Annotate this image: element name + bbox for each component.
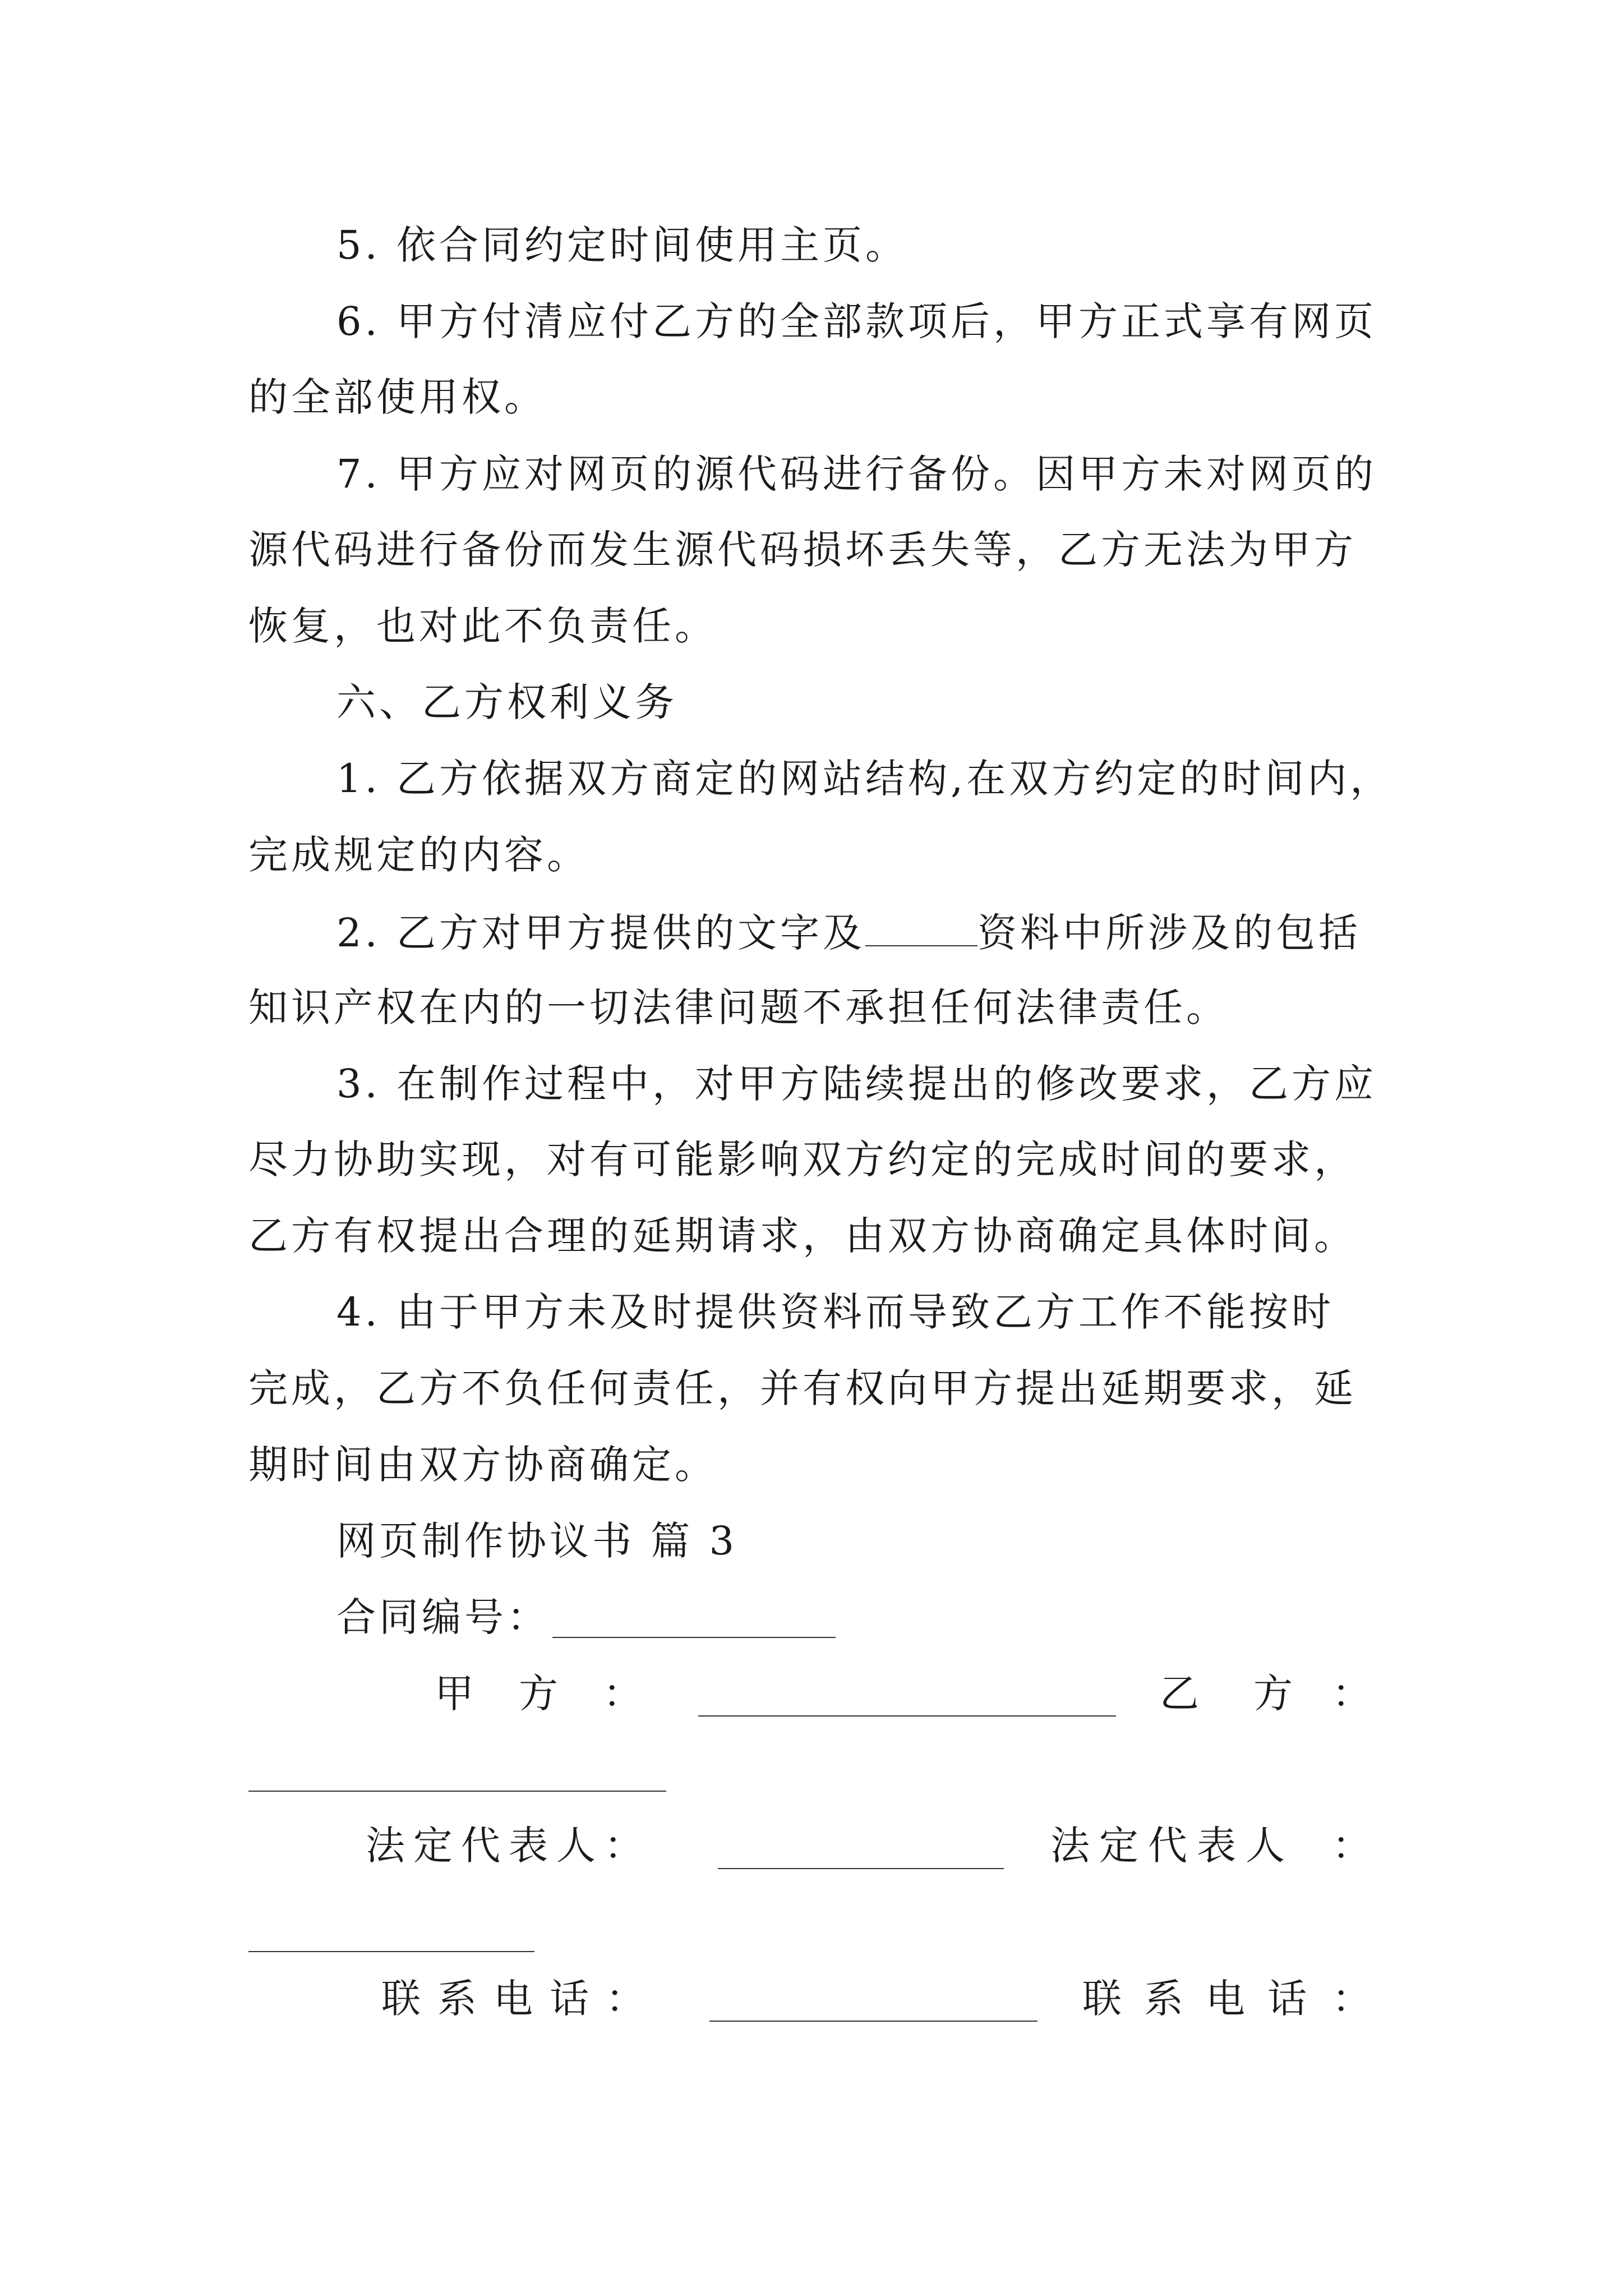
obligation-3-line-3: 乙方有权提出合理的延期请求，由双方协商确定具体时间。 <box>248 1213 1357 1259</box>
phone-a-char-4: 话 <box>550 1976 589 2022</box>
phone-b-char-2: 系 <box>1144 1976 1183 2022</box>
party-a-colon: ： <box>603 1671 642 1717</box>
legal-rep-a-char-5: 人 <box>556 1823 596 1869</box>
contract-number-line <box>336 1592 550 1642</box>
party-b-char-1: 乙 <box>1160 1671 1199 1717</box>
clause-6-line-1: 6. 甲方付清应付乙方的全部款项后，甲方正式享有网页 <box>336 298 1377 344</box>
legal-rep-a-colon: ： <box>604 1823 643 1869</box>
legal-rep-a-char-1: 法 <box>366 1823 405 1869</box>
party-b-colon: ： <box>1332 1671 1371 1717</box>
clause-5: 5. 依合同约定时间使用主页。 <box>336 222 909 268</box>
obligation-2-text-a: 2. 乙方对甲方提供的文字及 <box>336 910 866 956</box>
phone-b-char-1: 联 <box>1082 1976 1122 2022</box>
legal-rep-b-char-3: 代 <box>1148 1823 1187 1869</box>
legal-rep-a-blank <box>718 1868 1004 1869</box>
legal-rep-b-char-4: 表 <box>1197 1823 1236 1869</box>
obligation-4-line-1: 4. 由于甲方未及时提供资料而导致乙方工作不能按时 <box>336 1289 1335 1335</box>
party-a-char-1: 甲 <box>435 1671 474 1717</box>
contract-number-label: 合同编号： <box>336 1594 550 1640</box>
obligation-4-line-2: 完成，乙方不负任何责任，并有权向甲方提出延期要求，延 <box>248 1365 1357 1411</box>
obligation-1-line-1: 1. 乙方依据双方商定的网站结构,在双方约定的时间内， <box>336 756 1393 802</box>
obligation-1-line-2: 完成规定的内容。 <box>248 832 589 878</box>
material-blank <box>865 906 978 946</box>
obligation-3-line-1: 3. 在制作过程中，对甲方陆续提出的修改要求，乙方应 <box>336 1061 1377 1107</box>
phone-b-char-3: 电 <box>1206 1976 1245 2022</box>
phone-a-char-3: 电 <box>494 1976 533 2022</box>
legal-rep-b-colon: ： <box>1332 1823 1371 1869</box>
section-6-heading: 六、乙方权利义务 <box>336 679 677 725</box>
obligation-2-line-2: 知识产权在内的一切法律问题不承担任何法律责任。 <box>248 984 1229 1030</box>
phone-a-blank <box>709 2021 1038 2022</box>
phone-a-colon: ： <box>606 1976 645 2022</box>
clause-7-line-3: 恢复，也对此不负责任。 <box>248 603 717 649</box>
obligation-3-line-2: 尽力协助实现，对有可能影响双方约定的完成时间的要求， <box>248 1137 1357 1182</box>
phone-b-char-4: 话 <box>1267 1976 1307 2022</box>
obligation-2-text-b: 资料中所涉及的包括 <box>978 910 1362 956</box>
legal-rep-a-char-3: 代 <box>461 1823 500 1869</box>
obligation-4-line-3: 期时间由双方协商确定。 <box>248 1442 717 1488</box>
legal-rep-b-char-1: 法 <box>1050 1823 1090 1869</box>
legal-rep-a-char-4: 表 <box>509 1823 548 1869</box>
phone-a-char-2: 系 <box>437 1976 477 2022</box>
agreement-title: 网页制作协议书 篇 3 <box>336 1518 738 1564</box>
clause-6-line-2: 的全部使用权。 <box>248 374 547 420</box>
party-b-blank <box>248 1791 666 1792</box>
legal-rep-b-char-2: 定 <box>1099 1823 1138 1869</box>
phone-a-char-1: 联 <box>381 1976 421 2022</box>
contract-number-blank <box>552 1637 836 1638</box>
party-a-blank <box>698 1715 1116 1717</box>
legal-rep-b-char-5: 人 <box>1246 1823 1285 1869</box>
party-a-char-2: 方 <box>519 1671 558 1717</box>
phone-b-colon: ： <box>1332 1976 1371 2022</box>
legal-rep-b-blank <box>248 1951 534 1952</box>
legal-rep-a-char-2: 定 <box>413 1823 453 1869</box>
clause-7-line-1: 7. 甲方应对网页的源代码进行备份。因甲方未对网页的 <box>336 451 1377 497</box>
clause-7-line-2: 源代码进行备份而发生源代码损坏丢失等，乙方无法为甲方 <box>248 527 1357 573</box>
party-b-char-2: 方 <box>1253 1671 1293 1717</box>
obligation-2-line-1 <box>336 906 1361 956</box>
